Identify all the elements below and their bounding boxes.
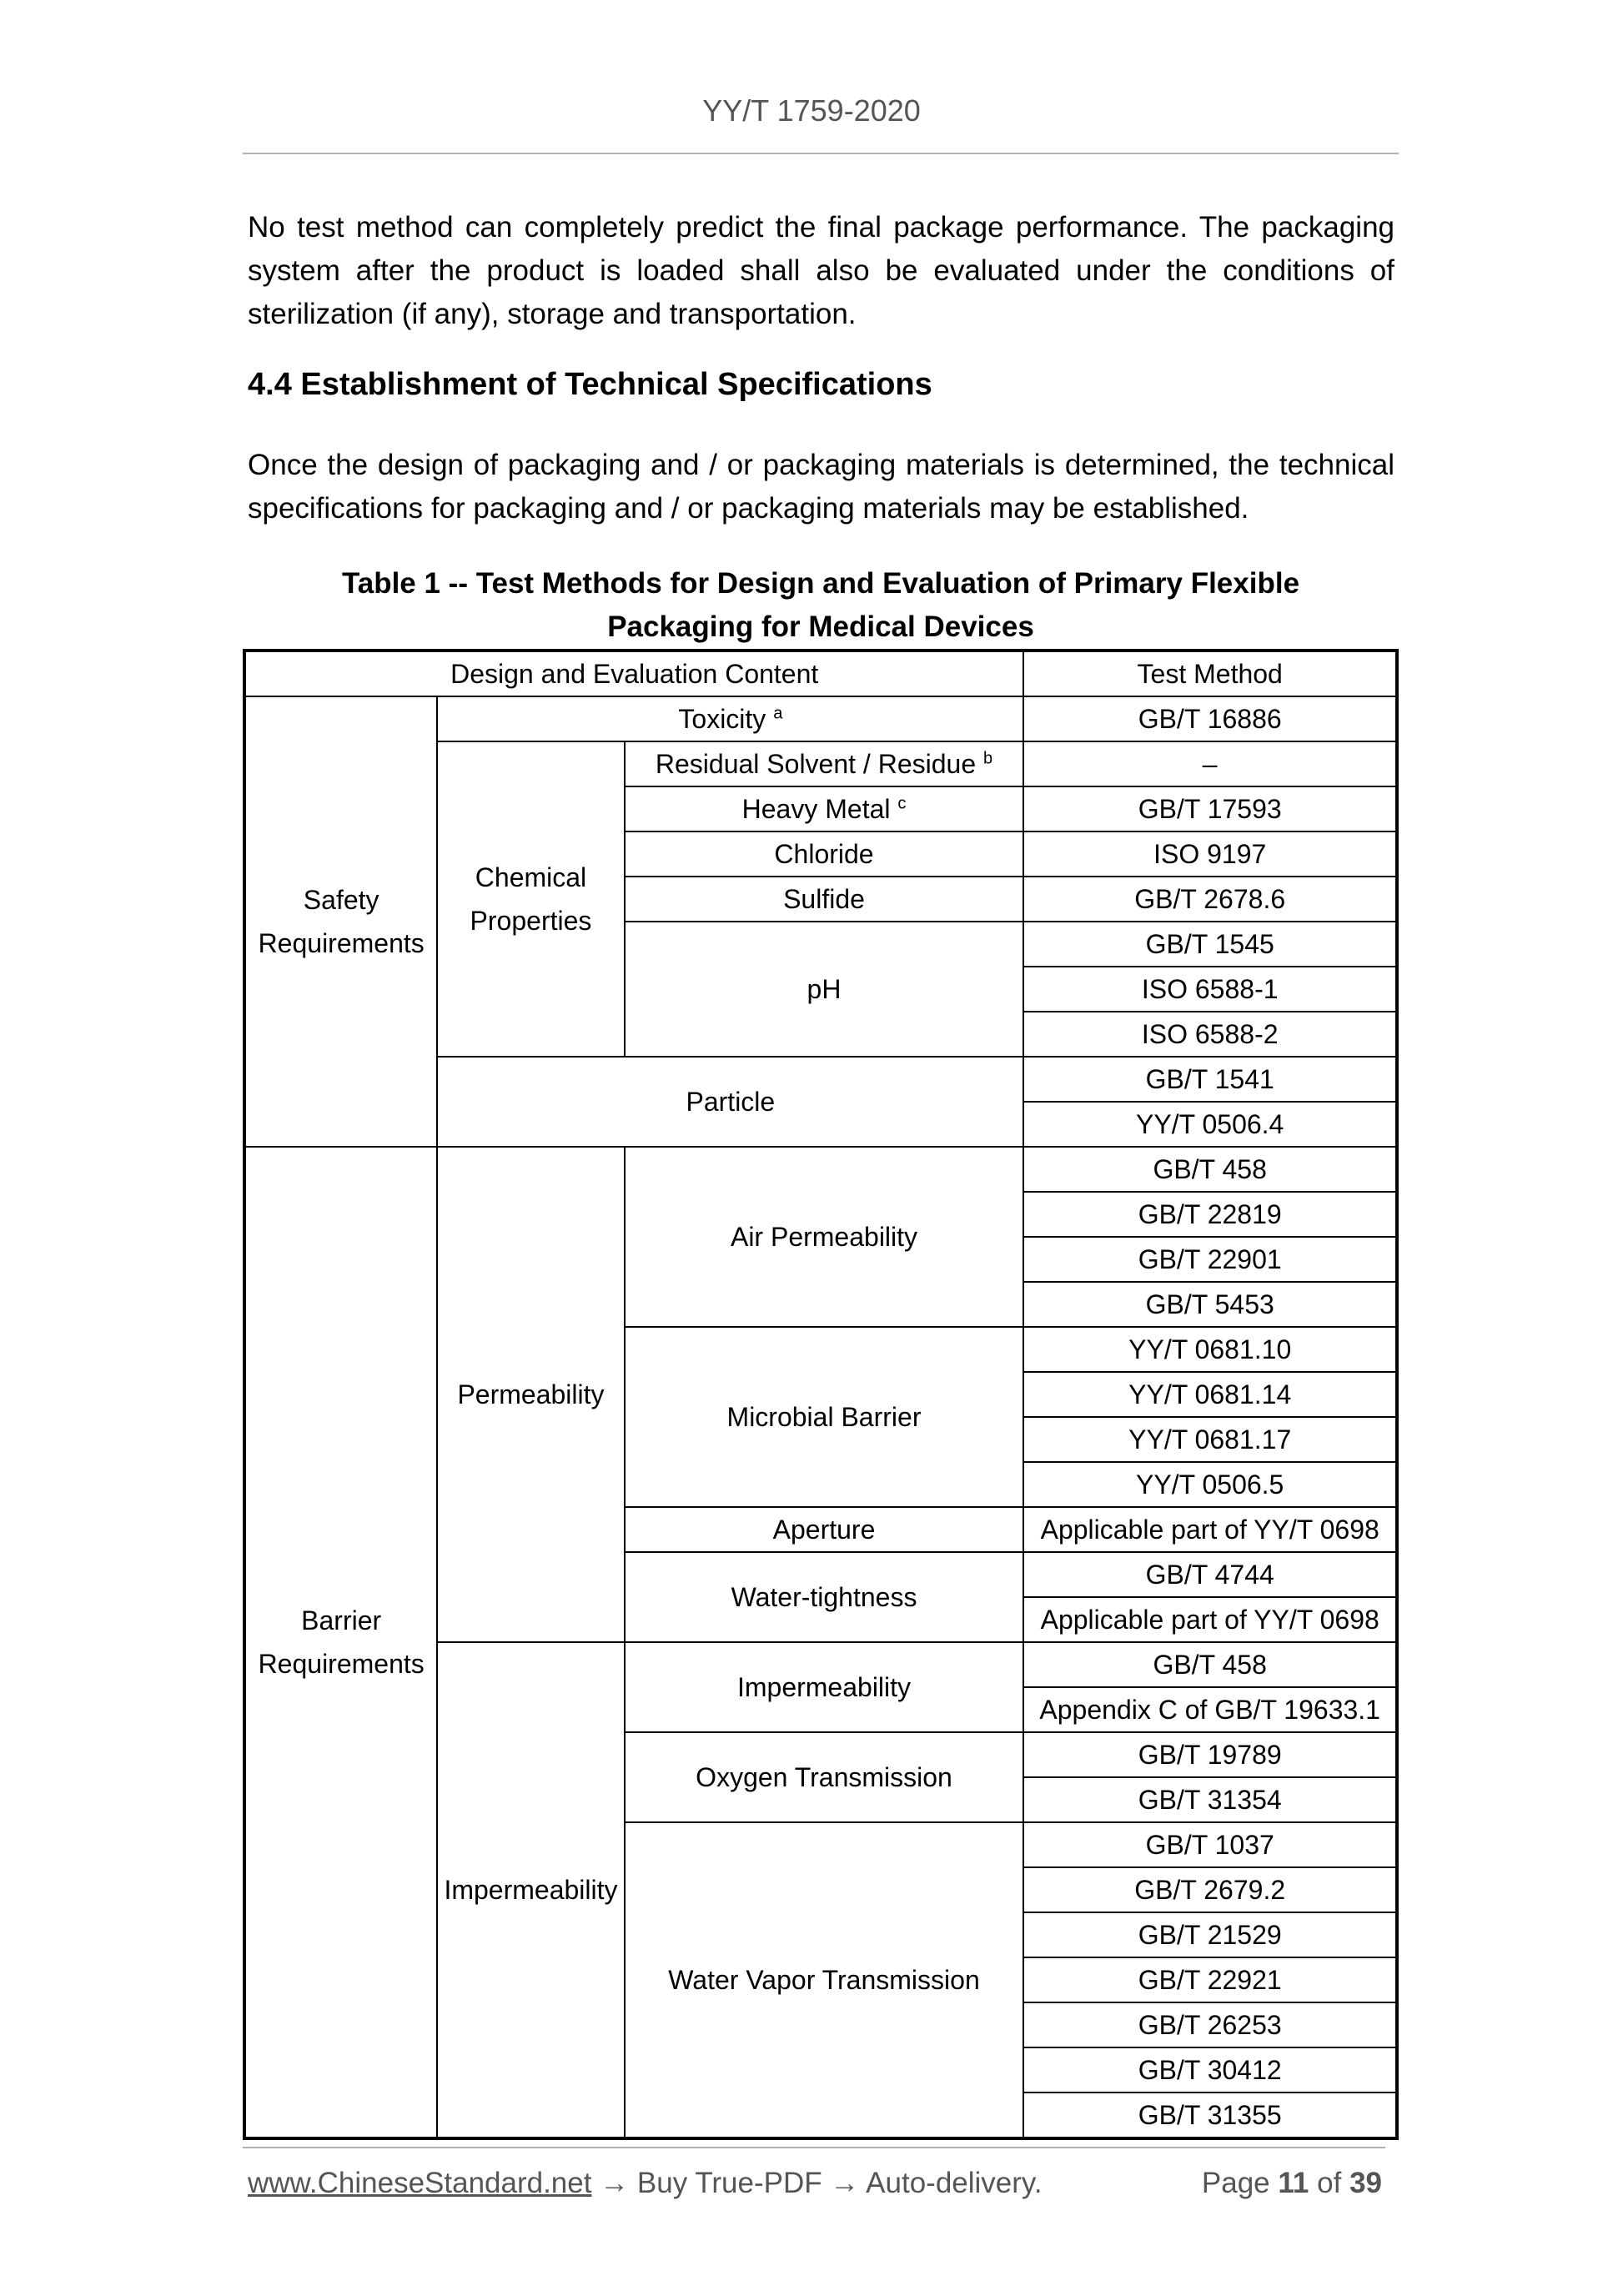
chemical-properties-cell: Chemical Properties	[437, 741, 624, 1057]
impermeability-cell: Impermeability	[625, 1642, 1024, 1732]
water-vapor-method: GB/T 2679.2	[1023, 1867, 1397, 1912]
water-vapor-method: GB/T 31355	[1023, 2093, 1397, 2138]
table-row	[244, 1147, 1397, 1192]
document-header: YY/T 1759-2020	[702, 93, 921, 128]
air-permeability-method: GB/T 22901	[1023, 1237, 1397, 1282]
ph-method: GB/T 1545	[1023, 922, 1397, 967]
water-vapor-method: GB/T 26253	[1023, 2002, 1397, 2047]
ph-method: ISO 6588-2	[1023, 1012, 1397, 1057]
sulfide-cell: Sulfide	[625, 877, 1024, 922]
microbial-barrier-method: YY/T 0681.17	[1023, 1417, 1397, 1462]
residual-solvent-cell: Residual Solvent / Residue $^b$	[625, 741, 1024, 786]
total-pages: 39	[1349, 2167, 1382, 2199]
impermeability-method: GB/T 458	[1023, 1642, 1397, 1687]
permeability-cell: Permeability	[437, 1147, 624, 1642]
ph-method: ISO 6588-1	[1023, 967, 1397, 1012]
toxicity-cell: Toxicity $^a$	[437, 696, 1023, 741]
oxygen-transmission-method: GB/T 31354	[1023, 1777, 1397, 1822]
heavy-metal-method: GB/T 17593	[1023, 786, 1397, 831]
page-indicator: Page 11 of 39	[1201, 2167, 1382, 2199]
current-page: 11	[1278, 2167, 1309, 2199]
air-permeability-cell: Air Permeability	[625, 1147, 1024, 1327]
table-title-line1: Table 1 -- Test Methods for Design and Evaluation of Primary Flexible	[341, 567, 1300, 600]
table-header-row	[244, 651, 1397, 696]
impermeability-group-cell: Impermeability	[437, 1642, 624, 2138]
microbial-barrier-method: YY/T 0506.5	[1023, 1462, 1397, 1507]
spec-paragraph: Once the design of packaging and / or packaging materials is determined, the technical specifications for packaging and / or packaging materials may be established.	[248, 449, 1394, 525]
footer-divider	[243, 2147, 1385, 2148]
test-methods-table	[243, 649, 1399, 2140]
aperture-cell: Aperture	[625, 1507, 1024, 1552]
microbial-barrier-method: YY/T 0681.10	[1023, 1327, 1397, 1372]
page-footer	[248, 2167, 1382, 2200]
header-divider	[243, 153, 1399, 154]
table-row	[244, 696, 1397, 741]
residual-solvent-method: –	[1023, 741, 1397, 786]
water-tightness-method: Applicable part of YY/T 0698	[1023, 1597, 1397, 1642]
table-title	[243, 562, 1399, 649]
heavy-metal-cell: Heavy Metal $^c$	[625, 786, 1024, 831]
particle-method: GB/T 1541	[1023, 1057, 1397, 1102]
microbial-barrier-method: YY/T 0681.14	[1023, 1372, 1397, 1417]
impermeability-method: Appendix C of GB/T 19633.1	[1023, 1687, 1397, 1732]
air-permeability-method: GB/T 5453	[1023, 1282, 1397, 1327]
air-permeability-method: GB/T 22819	[1023, 1192, 1397, 1237]
air-permeability-method: GB/T 458	[1023, 1147, 1397, 1192]
water-vapor-method: GB/T 21529	[1023, 1912, 1397, 1957]
particle-cell: Particle	[437, 1057, 1023, 1147]
oxygen-transmission-method: GB/T 19789	[1023, 1732, 1397, 1777]
water-vapor-method: GB/T 1037	[1023, 1822, 1397, 1867]
aperture-method: Applicable part of YY/T 0698	[1023, 1507, 1397, 1552]
sulfide-method: GB/T 2678.6	[1023, 877, 1397, 922]
water-tightness-method: GB/T 4744	[1023, 1552, 1397, 1597]
footer-tagline: → Buy True-PDF → Auto-delivery.	[591, 2167, 1043, 2199]
section-heading: 4.4 Establishment of Technical Specifications	[248, 367, 932, 402]
microbial-barrier-cell: Microbial Barrier	[625, 1327, 1024, 1507]
header-content: Design and Evaluation Content	[244, 651, 1023, 696]
ph-cell: pH	[625, 922, 1024, 1057]
oxygen-transmission-cell: Oxygen Transmission	[625, 1732, 1024, 1822]
water-vapor-cell: Water Vapor Transmission	[625, 1822, 1024, 2138]
table-title-line2: Packaging for Medical Devices	[607, 610, 1034, 643]
chloride-cell: Chloride	[625, 831, 1024, 877]
header-method: Test Method	[1023, 651, 1397, 696]
safety-requirements-cell: Safety Requirements	[244, 696, 437, 1147]
barrier-requirements-cell: Barrier Requirements	[244, 1147, 437, 2138]
intro-paragraph: No test method can completely predict the final package performance. The packaging system after the product is loaded shall also be evaluated under the conditions of sterilization (if any), storage and transportation.	[248, 211, 1394, 330]
website-link[interactable]: www.ChineseStandard.net	[248, 2167, 592, 2199]
water-vapor-method: GB/T 22921	[1023, 1957, 1397, 2002]
particle-method: YY/T 0506.4	[1023, 1102, 1397, 1147]
water-tightness-cell: Water-tightness	[625, 1552, 1024, 1642]
water-vapor-method: GB/T 30412	[1023, 2047, 1397, 2093]
toxicity-method: GB/T 16886	[1023, 696, 1397, 741]
chloride-method: ISO 9197	[1023, 831, 1397, 877]
